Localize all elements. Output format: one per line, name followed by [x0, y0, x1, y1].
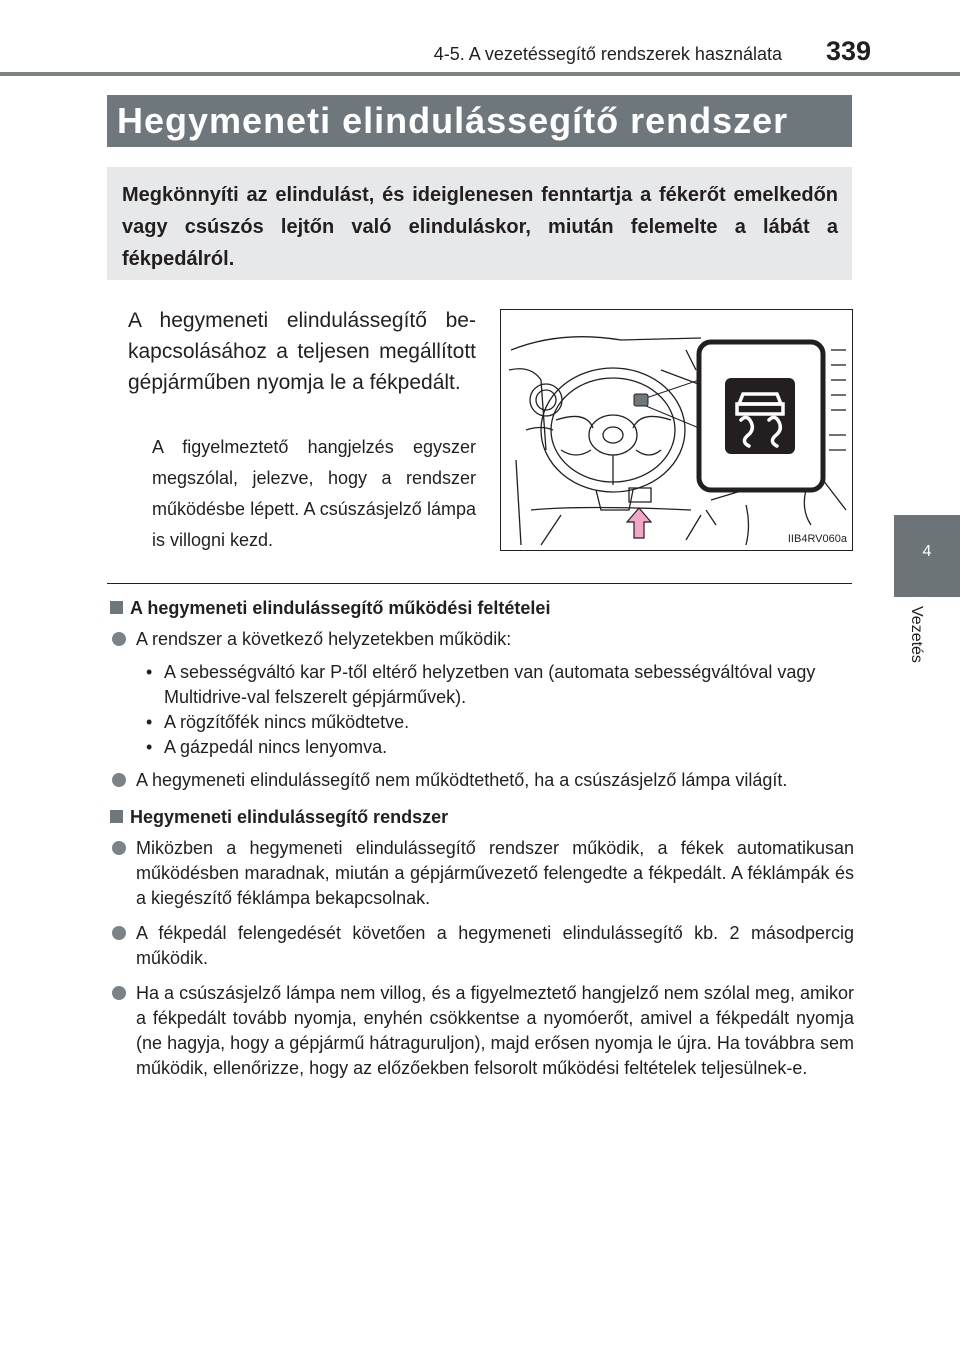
heading-text: A hegymeneti elindulássegítő működési feltételei — [130, 598, 551, 618]
chapter-label: Vezetés — [908, 606, 925, 663]
dot-marker: • — [146, 662, 153, 682]
chapter-tab — [894, 515, 960, 597]
details-content — [110, 596, 854, 1081]
list-item — [110, 768, 854, 793]
list-item-text: A rendszer a következő helyzetekben működik: — [136, 629, 512, 649]
section-title-bar — [107, 95, 852, 147]
dashboard-illustration — [500, 309, 853, 551]
square-bullet-icon — [110, 601, 123, 614]
pedal-arrow-icon — [627, 508, 651, 538]
section-divider — [107, 583, 852, 584]
running-header: 4-5. A vezetéssegítő rendszerek használata — [433, 44, 782, 64]
circle-bullet-icon — [112, 986, 126, 1000]
section-heading-system — [110, 805, 854, 830]
sub-list-item — [110, 710, 854, 735]
heading-text: Hegymeneti elindulássegítő rendszer — [130, 807, 449, 827]
list-item-text: Miközben a hegymeneti elindulássegítő rendszer működik, a fékek automatikusan működésben maradnak, miután a gépjárművezető felengedte a fékpedált. A féklámpák és a kiegészítő féklámpa bekapcsolnak. — [136, 838, 854, 908]
list-item-text: A fékpedál felengedését követően a hegymeneti elindulássegítő kb. 2 másodpercig működik. — [136, 923, 854, 968]
list-item-text: Ha a csúszásjelző lámpa nem villog, és a figyelmeztető hangjelző nem szólal meg, amikor a fékpedált tovább nyomja, enyhén csökkentse a nyomóerőt, amivel a fékpedált nyomja (ne hagyja, hogy a gépjármű hátraguruljon), majd erősen nyomja le újra. Ha továbbra sem működik, ellenőrizze, hogy az előzőekben felsorolt működési feltételek teljesülnek-e. — [136, 983, 854, 1078]
sub-list-item — [110, 735, 854, 760]
page-title: Hegymeneti elindulássegítő rendszer — [117, 100, 789, 141]
dot-marker: • — [146, 737, 153, 757]
list-item-text: A hegymeneti elindulássegítő nem működtethető, ha a csúszásjelző lámpa világít. — [136, 770, 788, 790]
circle-bullet-icon — [112, 773, 126, 787]
figure-code: IIB4RV060a — [787, 533, 847, 545]
dot-marker: • — [146, 712, 153, 732]
sub-list-item-text: A gázpedál nincs lenyomva. — [164, 737, 388, 757]
summary-text: Megkönnyíti az elindulást, és ideiglenesen fenntartja a fékerőt emelkedőn vagy csúszós lejtőn való elinduláskor, miután felemelte a lábát a fékpedálról. — [122, 184, 838, 270]
sub-list-item — [110, 660, 854, 710]
list-item — [110, 627, 854, 652]
dashboard-drawing — [501, 310, 852, 550]
circle-bullet-icon — [112, 926, 126, 940]
section-heading-conditions — [110, 596, 854, 621]
header-rule — [0, 72, 960, 76]
sub-list-item-text: A rögzítőfék nincs működtetve. — [164, 712, 410, 732]
chapter-number: 4 — [922, 543, 932, 560]
square-bullet-icon — [110, 810, 123, 823]
hill-start-assist-icon — [725, 378, 795, 454]
list-item — [110, 836, 854, 911]
intro-paragraph: A hegymeneti elindulássegítő bekapcsolásához a teljesen megállított gépjárműben nyomja le a fékpedált. — [128, 309, 476, 394]
page-number: 339 — [826, 36, 872, 66]
list-item — [110, 921, 854, 971]
intro-note: A figyelmeztető hangjelzés egyszer megszólal, jelezve, hogy a rendszer működésbe lépett. A csúszásjelző lámpa is villogni kezd. — [152, 437, 476, 550]
list-item — [110, 981, 854, 1081]
circle-bullet-icon — [112, 841, 126, 855]
circle-bullet-icon — [112, 632, 126, 646]
sub-list-item-text: A sebességváltó kar P-től eltérő helyzetben van (automata sebességváltóval vagy Multidrive-val felszerelt gépjárművek). — [164, 662, 816, 707]
summary-box — [107, 167, 852, 280]
